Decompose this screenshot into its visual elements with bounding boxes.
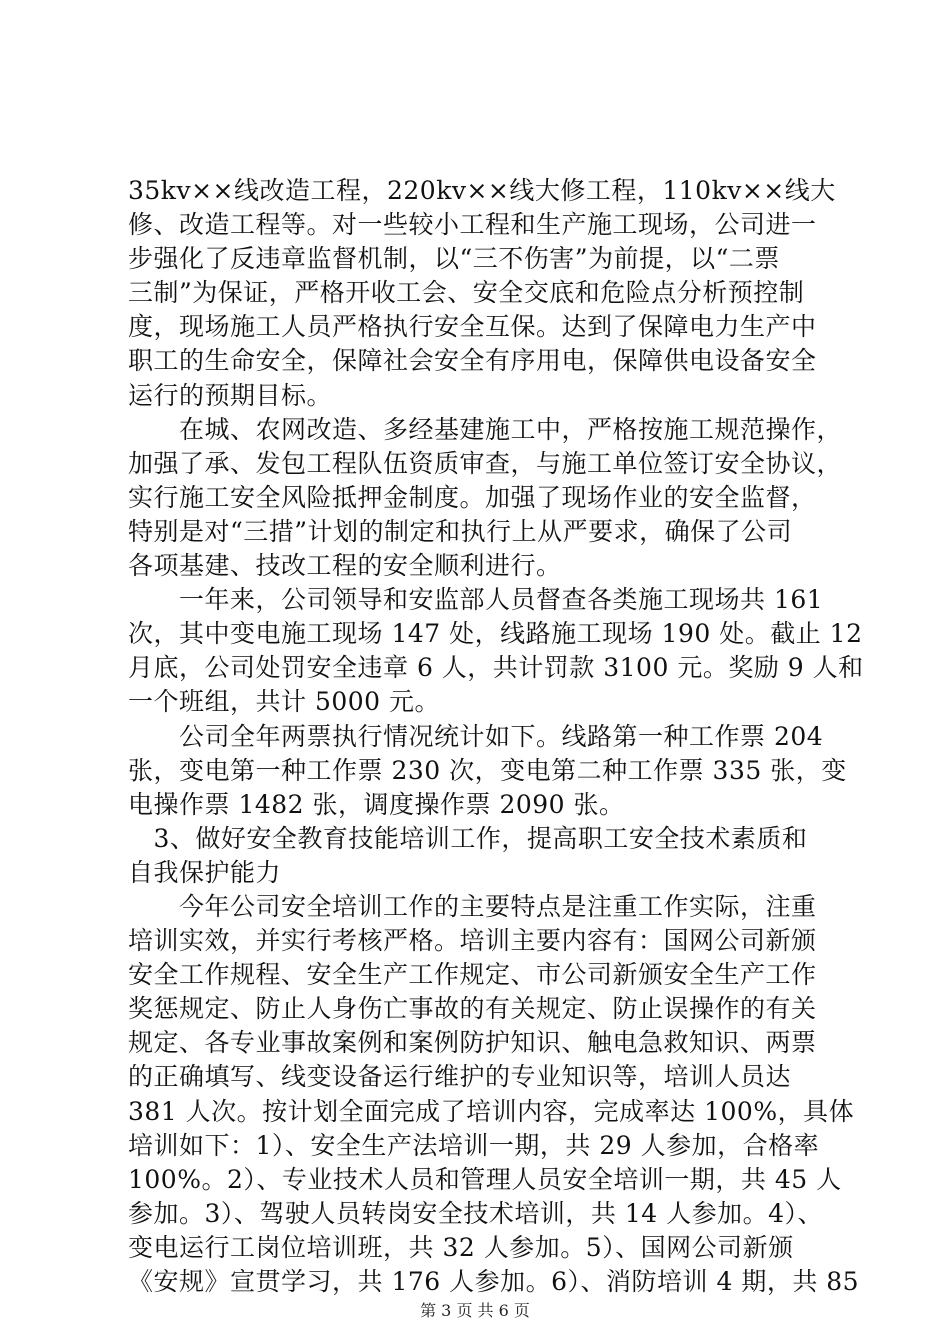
text-line: 在城、农网改造、多经基建施工中，严格按施工规范操作，: [128, 414, 843, 444]
text-line: 自我保护能力: [128, 857, 282, 887]
text-line: 三制”为保证，严格开收工会、安全交底和危险点分析预控制: [128, 278, 805, 308]
text-line: 各项基建、技改工程的安全顺利进行。: [128, 551, 562, 581]
text-line: 《安规》宣贯学习，共 176 人参加。6）、消防培训 4 期，共 85: [128, 1267, 860, 1296]
text-line: 培训实效，并实行考核严格。培训主要内容有：国网公司新颁: [128, 926, 817, 956]
text-line: 职工的生命安全，保障社会安全有序用电，保障供电设备安全: [128, 346, 817, 376]
text-line: 加强了承、发包工程队伍资质审查，与施工单位签订安全协议，: [128, 448, 843, 478]
text-line: 3、做好安全教育技能培训工作，提高职工安全技术素质和: [128, 823, 808, 853]
page-footer: [0, 1301, 950, 1321]
text-line: 安全工作规程、安全生产工作规定、市公司新颁安全生产工作: [128, 960, 817, 990]
text-line: 一个班组，共计 5000 元。: [128, 687, 441, 717]
text-line: 电操作票 1482 张，调度操作票 2090 张。: [128, 789, 625, 819]
text-line: 特别是对“三措”计划的制定和执行上从严要求，确保了公司: [128, 516, 793, 546]
text-line: 今年公司安全培训工作的主要特点是注重工作实际，注重: [128, 891, 817, 921]
text-line: 实行施工安全风险抵押金制度。加强了现场作业的安全监督，: [128, 482, 817, 512]
text-line: 度，现场施工人员严格执行安全互保。达到了保障电力生产中: [128, 312, 817, 342]
text-line: 培训如下：1）、安全生产法培训一期，共 29 人参加，合格率: [128, 1130, 820, 1160]
text-line: 奖惩规定、防止人身伤亡事故的有关规定、防止误操作的有关: [128, 994, 817, 1024]
text-line: 35kv××线改造工程，220kv××线大修工程，110kv××线大: [128, 176, 836, 205]
page-number-label: 第 3 页 共 6 页: [420, 1301, 530, 1320]
text-line: 的正确填写、线变设备运行维护的专业知识等，培训人员达: [128, 1062, 792, 1092]
document-body: [128, 174, 864, 1299]
text-line: 月底，公司处罚安全违章 6 人，共计罚款 3100 元。奖励 9 人和: [128, 653, 864, 683]
text-line: 修、改造工程等。对一些较小工程和生产施工现场，公司进一: [128, 210, 817, 240]
text-line: 100%。2）、专业技术人员和管理人员安全培训一期，共 45 人: [128, 1164, 842, 1194]
text-line: 参加。3）、驾驶人员转岗安全技术培训，共 14 人参加。4）、: [128, 1198, 824, 1228]
text-line: 变电运行工岗位培训班，共 32 人参加。5）、国网公司新颁: [128, 1232, 794, 1262]
text-line: 381 人次。按计划全面完成了培训内容，完成率达 100%，具体: [128, 1096, 855, 1126]
text-line: 次，其中变电施工现场 147 处，线路施工现场 190 处。截止 12: [128, 619, 863, 649]
text-line: 步强化了反违章监督机制，以“三不伤害”为前提，以“二票: [128, 244, 780, 274]
text-line: 公司全年两票执行情况统计如下。线路第一种工作票 204: [128, 721, 824, 751]
text-line: 运行的预期目标。: [128, 380, 333, 410]
text-line: 一年来，公司领导和安监部人员督查各类施工现场共 161: [128, 585, 824, 615]
text-line: 规定、各专业事故案例和案例防护知识、触电急救知识、两票: [128, 1028, 817, 1058]
text-line: 张，变电第一种工作票 230 次，变电第二种工作票 335 张，变: [128, 755, 847, 785]
